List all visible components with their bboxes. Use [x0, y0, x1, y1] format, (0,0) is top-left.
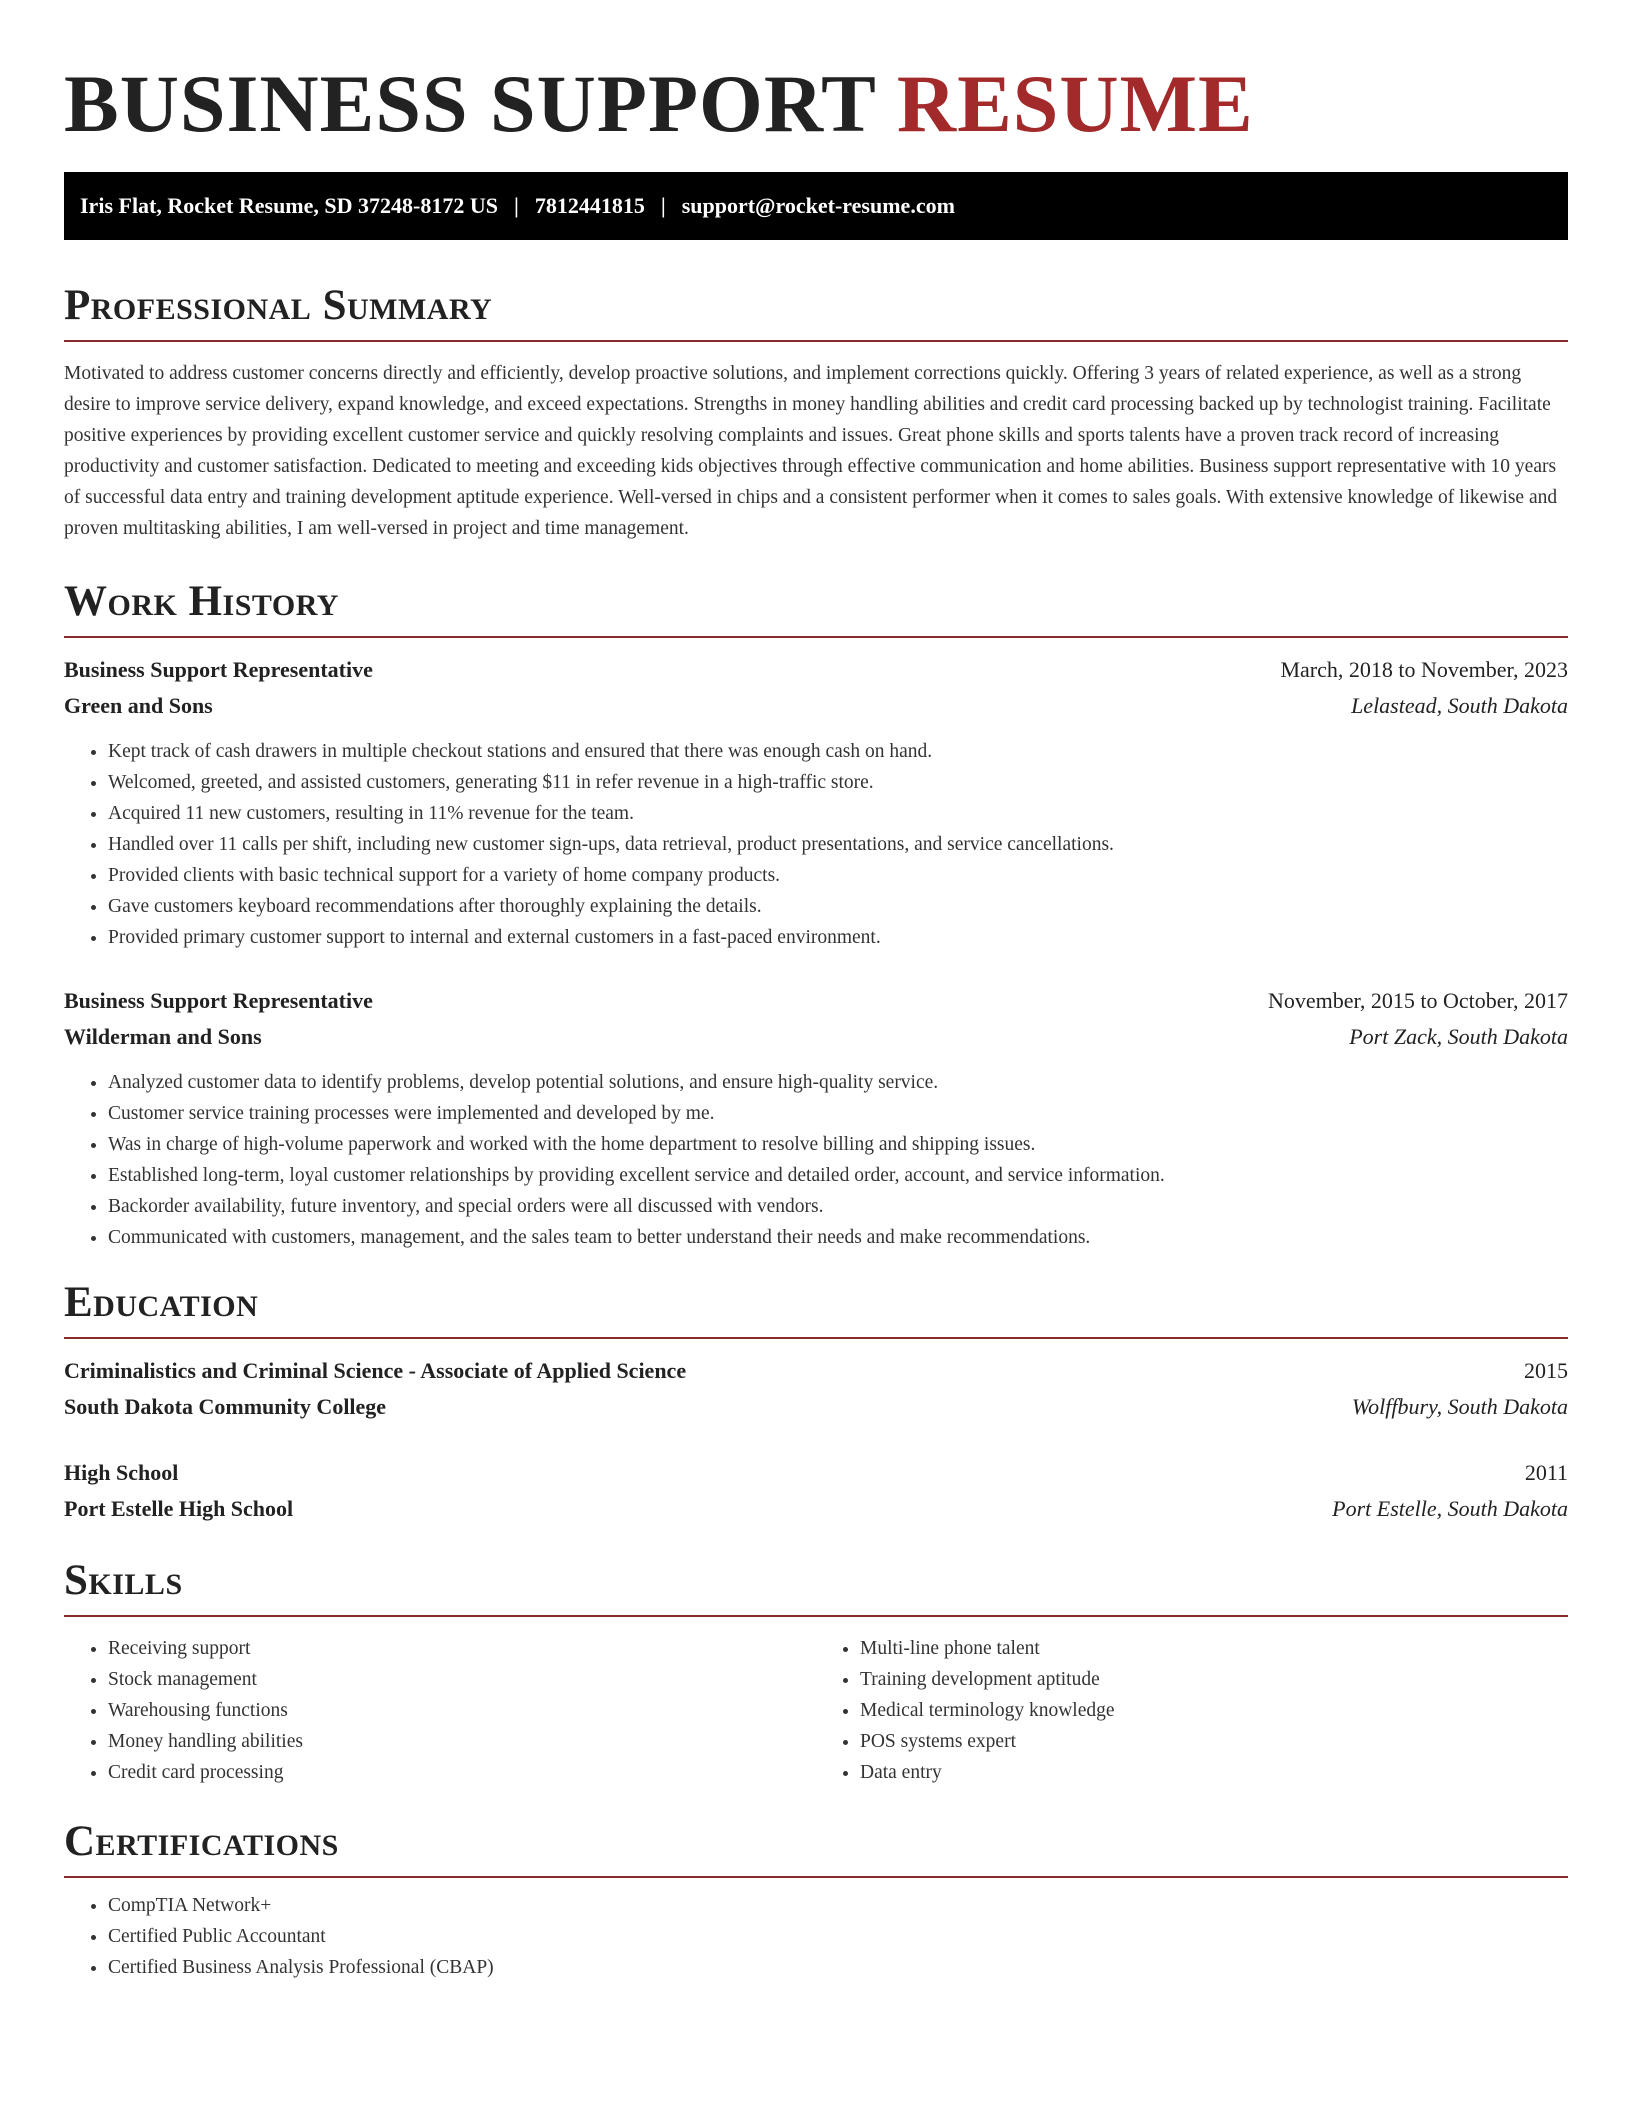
job-location: Lelastead, South Dakota: [1351, 693, 1568, 718]
education-header: [64, 1455, 1568, 1491]
job-bullet: • Kept track of cash drawers in multiple checkout stations and ensured that there was enough cash on hand.: [108, 736, 1568, 767]
education-section: [64, 1279, 1568, 1527]
certification-item: • Certified Business Analysis Professional (CBAP): [108, 1952, 1568, 1983]
job-bullets: [64, 736, 1568, 953]
skill-item: • Data entry: [860, 1757, 1568, 1788]
skill-item: • Money handling abilities: [108, 1726, 816, 1757]
skills-list-left: [64, 1633, 816, 1788]
education-header: [64, 1353, 1568, 1389]
education-heading: Education: [64, 1279, 259, 1326]
skill-item: • Warehousing functions: [108, 1695, 816, 1726]
summary-text: Motivated to address customer concerns directly and efficiently, develop proactive solutions, and implement corrections quickly. Offering 3 years of related experience, as well as a strong desire to improve service delivery, expand knowledge, and exceed expectations. Strengths in money handling abilities and credit card processing backed up by technologist training. Facilitate positive experiences by providing excellent customer service and quickly resolving complaints and issues. Great phone skills and sports talents have a proven track record of increasing productivity and customer satisfaction. Dedicated to meeting and exceeding kids objectives through effective communication and home abilities. Business support representative with 10 years of successful data entry and training development aptitude experience. Well-versed in chips and a consistent performer when it comes to sales goals. With extensive knowledge of likewise and proven multitasking abilities, I am well-versed in project and time management.: [64, 363, 1558, 539]
contact-separator: |: [660, 193, 666, 218]
education-subheader: [64, 1389, 1568, 1425]
job-entry: [64, 652, 1568, 953]
job-bullet: • Established long-term, loyal customer relationships by providing excellent service and detailed order, account, and service information.: [108, 1160, 1568, 1191]
section-divider: [64, 340, 1568, 342]
job-bullet: • Acquired 11 new customers, resulting in 11% revenue for the team.: [108, 798, 1568, 829]
skill-item: • POS systems expert: [860, 1726, 1568, 1757]
job-bullet: • Provided primary customer support to internal and external customers in a fast-paced environment.: [108, 922, 1568, 953]
resume-title: [64, 56, 1568, 152]
education-entry: [64, 1353, 1568, 1425]
job-company: Wilderman and Sons: [64, 1024, 262, 1049]
job-bullet: • Handled over 11 calls per shift, including new customer sign-ups, data retrieval, product presentations, and service cancellations.: [108, 829, 1568, 860]
skill-item: • Medical terminology knowledge: [860, 1695, 1568, 1726]
job-subheader: [64, 1019, 1568, 1055]
section-divider: [64, 1876, 1568, 1878]
education-entry: [64, 1455, 1568, 1527]
education-year: 2015: [1524, 1358, 1568, 1383]
contact-bar: [64, 172, 1568, 240]
job-bullets: [64, 1067, 1568, 1253]
job-bullet: • Welcomed, greeted, and assisted customers, generating $11 in refer revenue in a high-traffic store.: [108, 767, 1568, 798]
skills-section: [64, 1557, 1568, 1788]
title-main: BUSINESS SUPPORT: [64, 58, 876, 149]
job-dates: March, 2018 to November, 2023: [1280, 657, 1568, 682]
summary-section: [64, 282, 1568, 544]
contact-email: support@rocket-resume.com: [681, 193, 955, 218]
education-degree: Criminalistics and Criminal Science - Associate of Applied Science: [64, 1358, 687, 1383]
education-location: Port Estelle, South Dakota: [1332, 1496, 1568, 1521]
education-location: Wolffbury, South Dakota: [1351, 1394, 1568, 1419]
job-bullet: • Provided clients with basic technical support for a variety of home company products.: [108, 860, 1568, 891]
contact-phone: 7812441815: [534, 193, 645, 218]
work-section: [64, 578, 1568, 1253]
skill-item: • Training development aptitude: [860, 1664, 1568, 1695]
work-heading: Work History: [64, 578, 339, 625]
education-school: Port Estelle High School: [64, 1496, 294, 1521]
skills-heading: Skills: [64, 1557, 183, 1604]
education-subheader: [64, 1491, 1568, 1527]
job-header: [64, 652, 1568, 688]
skills-grid: [64, 1633, 1568, 1788]
job-subheader: [64, 688, 1568, 724]
contact-address: Iris Flat, Rocket Resume, SD 37248-8172 US: [80, 193, 498, 218]
education-degree: High School: [64, 1460, 179, 1485]
certifications-list: [64, 1890, 1568, 1983]
job-bullet: • Backorder availability, future inventory, and special orders were all discussed with vendors.: [108, 1191, 1568, 1222]
job-dates: November, 2015 to October, 2017: [1267, 988, 1568, 1013]
job-title: Business Support Representative: [64, 657, 373, 682]
job-header: [64, 983, 1568, 1019]
skill-item: • Stock management: [108, 1664, 816, 1695]
education-school: South Dakota Community College: [64, 1394, 387, 1419]
title-accent: RESUME: [896, 58, 1254, 149]
skill-item: • Multi-line phone talent: [860, 1633, 1568, 1664]
job-location: Port Zack, South Dakota: [1349, 1024, 1568, 1049]
skills-list-right: [816, 1633, 1568, 1788]
job-bullet: • Analyzed customer data to identify problems, develop potential solutions, and ensure high-quality service.: [108, 1067, 1568, 1098]
certifications-section: [64, 1818, 1568, 1983]
job-bullet: • Customer service training processes were implemented and developed by me.: [108, 1098, 1568, 1129]
section-divider: [64, 636, 1568, 638]
job-bullet: • Gave customers keyboard recommendations after thoroughly explaining the details.: [108, 891, 1568, 922]
section-divider: [64, 1337, 1568, 1339]
job-bullet: • Communicated with customers, management, and the sales team to better understand their needs and make recommendations.: [108, 1222, 1568, 1253]
skill-item: • Receiving support: [108, 1633, 816, 1664]
section-divider: [64, 1615, 1568, 1617]
education-year: 2011: [1524, 1460, 1568, 1485]
certification-item: • Certified Public Accountant: [108, 1921, 1568, 1952]
job-company: Green and Sons: [64, 693, 213, 718]
job-entry: [64, 983, 1568, 1253]
skill-item: • Credit card processing: [108, 1757, 816, 1788]
certification-item: • CompTIA Network+: [108, 1890, 1568, 1921]
job-title: Business Support Representative: [64, 988, 373, 1013]
summary-heading: Professional Summary: [64, 282, 493, 329]
job-bullet: • Was in charge of high-volume paperwork and worked with the home department to resolve billing and shipping issues.: [108, 1129, 1568, 1160]
certifications-heading: Certifications: [64, 1818, 339, 1865]
contact-separator: |: [513, 193, 519, 218]
